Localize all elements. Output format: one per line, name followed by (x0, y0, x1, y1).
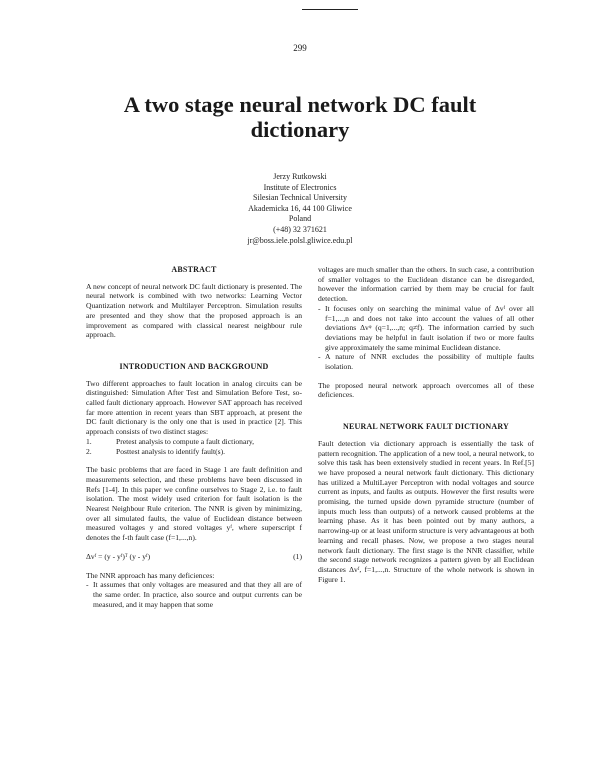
deficiency-item: - It focuses only on searching the minimal value of Δvᶠ over all f=1,...,n and does not take into account the values of all other deviations Δvᵠ (q=1,...,n; q≠f). The information carried by such deviations may be helpful in fault isolation if two or more faults give approximately the same minimal Euclidean distance. (318, 303, 534, 352)
deficiency-text: It focuses only on searching the minimal value of Δvᶠ over all f=1,...,n and does not take into account the values of all other deviations Δvᵠ (q=1,...,n; q≠f). The information carried by such deviations may be helpful in fault isolation if two or more faults give approximately the same minimal Euclidean distance. (325, 303, 534, 352)
equation-1 (86, 552, 302, 562)
left-column (86, 265, 302, 609)
equation-expression: Δvᶠ = (y - yᶠ)ᵀ (y - yᶠ) (86, 551, 151, 561)
title-line-2: dictionary (250, 117, 350, 142)
author-phone: (+48) 32 371621 (273, 224, 327, 234)
author-name: Jerzy Rutkowski (273, 172, 327, 181)
author-university: Silesian Technical University (253, 193, 347, 203)
stage-number: 1. (86, 436, 92, 446)
stage-number: 2. (86, 446, 92, 456)
author-address: Akademicka 16, 44 100 Gliwice (248, 203, 352, 213)
deficiency-text: A nature of NNR excludes the possibility of multiple faults isolation. (325, 352, 534, 372)
deficiency-item: - It assumes that only voltages are measured and that they all are of the same order. In practice, also source and output currents can be measured, and it may happen that some (86, 580, 302, 609)
author-institute: Institute of Electronics (263, 182, 337, 192)
deficiency-item: - A nature of NNR excludes the possibility of multiple faults isolation. (318, 352, 534, 372)
intro-paragraph-1: Two different approaches to fault location in analog circuits can be distinguished: Simulation After Test and Simulation Before Test, so-called fault dictionary approach. However SAT approach has received far more attention in recent years than SBT approach, at present the DC fault dictionary is the only one that is used in practice [2]. This approach consists of two distinct stages: (86, 378, 302, 437)
stage-item (86, 437, 302, 447)
abstract-text: A new concept of neural network DC fault dictionary is presented. The neural network is combined with two networks: Learning Vector Quantization network and Multilayer Perceptron. Simulation results are presented and they show that the proposed approach is an improvement as compared with classical nearest neighbour rule approach. (86, 281, 302, 340)
nn-heading: NEURAL NETWORK FAULT DICTIONARY (342, 422, 510, 432)
author-email: jr@boss.iele.polsl.gliwice.edu.pl (247, 235, 353, 245)
deficiency-text: It assumes that only voltages are measured and that they all are of the same order. In practice, also source and output currents can be measured, and it may happen that some (93, 580, 302, 609)
author-country: Poland (288, 214, 312, 224)
author-block (150, 172, 450, 246)
header-rule (302, 9, 358, 10)
nn-paragraph: Fault detection via dictionary approach is essentially the task of pattern recognition. The application of a new tool, a neural network, to solve this task has been extensively studied in recent years. In Ref.[5] we have proposed a neural network fault dictionary. This dictionary has utilized a MultiLayer Perceptron with nodal voltages and source current as inputs, and faults as outputs. However the first results were promising, the turned upside down pyramide structure (number of inputs much less than outputs) of a network caused problems at the learning phase. As it has been pointed out by many authors, a narrowing-up or at least uniform structure is very advantageous at both learning and recall phases. Now, we propose a two stages neural network fault dictionary. The first stage is the NNR classifier, while the second stage network recognizes a pattern given by all Euclidean distances Δvᶠ, f=1,...,n. Structure of the whole network is shown in Figure 1. (318, 438, 534, 584)
abstract-heading: ABSTRACT (171, 265, 217, 274)
equation-number: (1) (293, 551, 302, 561)
intro-heading: INTRODUCTION AND BACKGROUND (119, 361, 269, 371)
intro-paragraph-2: The basic problems that are faced in Stage 1 are fault definition and measurements selection, and these problems have been discussed in Refs [1-4]. In this paper we confine ourselves to Stage 2, i.e. to fault isolation. The most widely used criterion for fault isolation is the Nearest Neighbour Rule criterion. The NNR is given by minimizing, over all simulated faults, the value of Euclidean distance between measured voltages y and stored voltages yᶠ, where superscript f denotes the f-th fault case (f=1,...,n). (86, 465, 302, 543)
continued-text: voltages are much smaller than the others. In such case, a contribution of smaller voltages to the Euclidean distance can be disregarded, however the information carried by them may be crucial for fault detection. (318, 265, 534, 304)
stage-text: Posttest analysis to identify fault(s). (116, 446, 226, 456)
right-column (318, 265, 534, 593)
nnr-intro: The NNR approach has many deficiences: (86, 570, 215, 580)
paper-title (60, 92, 540, 142)
title-line-1: A two stage neural network DC fault (123, 92, 477, 117)
stages-list (86, 437, 302, 456)
stage-item (86, 447, 302, 457)
overcome-text: The proposed neural network approach overcomes all of these deficiences. (318, 380, 534, 400)
page-number: 299 (293, 43, 307, 53)
stage-text: Pretest analysis to compute a fault dictionary, (116, 436, 255, 446)
